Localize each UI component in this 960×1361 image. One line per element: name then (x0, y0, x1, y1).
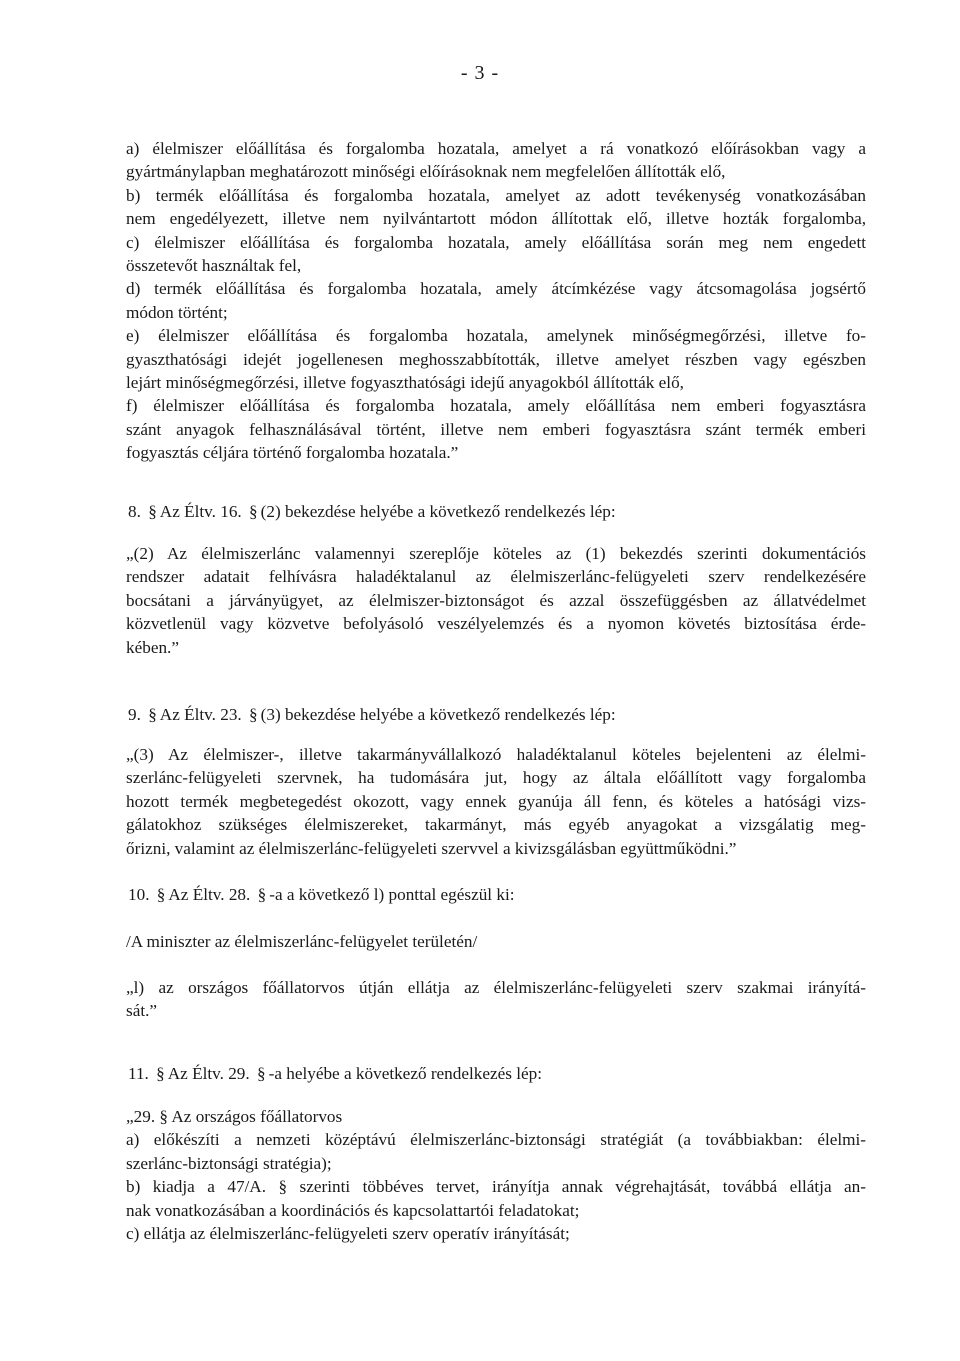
text-line: /A miniszter az élelmiszerlánc-felügyelet területén/ (126, 932, 478, 951)
text-line: gyártmánylapban meghatározott minőségi előírásoknak nem megfelelően állították elő, (126, 162, 726, 182)
section-sign: § (257, 1064, 266, 1083)
text-line: „(3) Az élelmiszer-, illetve takarmányvállalkozó haladéktalanul köteles bejelenteni az élelmi- (126, 745, 866, 764)
text-line: nem engedélyezett, illetve nem nyilvántartott módon állítottak elő, illetve hozták forgalomba, (126, 209, 866, 229)
text-line: őrizni, valamint az élelmiszerlánc-felügyeleti szervvel a kivizsgálásban együttműködni.” (126, 838, 737, 858)
heading-reference: Az Éltv. 29. (167, 1064, 250, 1083)
heading-text: (3) bekezdése helyébe a következő rendelkezés lép: (260, 705, 616, 724)
section-sign: § (249, 705, 258, 724)
text-line: e) élelmiszer előállítása és forgalomba hozatala, amelynek minőségmegőrzési, illetve fo- (126, 326, 866, 346)
text-line: „(2) Az élelmiszerlánc valamennyi szereplője köteles az (1) bekezdés szerinti dokumentációs (126, 544, 866, 563)
section-sign: § (156, 1064, 165, 1083)
text-line: nak vonatkozásában a koordinációs és kapcsolattartói feladatokat; (126, 1200, 580, 1220)
text-line: módon történt; (126, 302, 228, 322)
text-line: a) előkészíti a nemzeti középtávú élelmiszerlánc-biztonsági stratégiát (a továbbiakban: élelmi- (126, 1130, 866, 1150)
text-line: lejárt minőségmegőrzési, illetve fogyaszthatósági idejű anyagokból állították elő, (126, 373, 684, 393)
paragraph-9 (126, 743, 866, 860)
paragraph-8 (126, 542, 866, 659)
heading-number: 8. (128, 502, 141, 521)
text-line: kében.” (126, 637, 179, 657)
text-line: b) kiadja a 47/A. § szerinti többéves tervet, irányítja annak végrehajtását, továbbá ellátja an- (126, 1177, 866, 1197)
heading-text: (2) bekezdése helyébe a következő rendelkezés lép: (260, 502, 616, 521)
text-line: „l) az országos főállatorvos útján ellátja az élelmiszerlánc-felügyeleti szerv szakmai irányítá- (126, 978, 866, 997)
heading-reference: Az Éltv. 16. (159, 502, 242, 521)
section-heading-10 (128, 883, 515, 906)
paragraph-11 (126, 1105, 866, 1245)
text-line: szánt anyagok felhasználásával történt, illetve nem emberi fogyasztásra szánt termék emberi (126, 419, 866, 439)
text-line: f) élelmiszer előállítása és forgalomba hozatala, amely előállítása nem emberi fogyasztásra (126, 396, 866, 416)
heading-number: 11. (128, 1064, 149, 1083)
heading-number: 10. (128, 885, 150, 904)
text-line: d) termék előállítása és forgalomba hozatala, amely átcímkézése vagy átcsomagolása jogsértő (126, 279, 866, 299)
text-line: gálatokhoz szükséges élelmiszereket, takarmányt, más egyéb anyagokat a vizsgálatig meg- (126, 815, 866, 835)
section-sign: § (148, 705, 157, 724)
section-sign: § (257, 885, 267, 904)
text-line: összetevőt használtak fel, (126, 256, 302, 276)
section-sign: § (148, 502, 157, 521)
text-line: közvetlenül vagy közvetve befolyásoló veszélyelemzés és a nyomon követés biztosítása érde- (126, 614, 866, 634)
paragraph-10 (126, 976, 866, 1023)
text-line: a) élelmiszer előállítása és forgalomba hozatala, amelyet a rá vonatkozó előírásokban vagy a (126, 139, 866, 158)
section-heading-8 (128, 500, 616, 523)
text-line: gyaszthatósági idejét jogellenesen meghosszabbították, illetve amelyet részben vagy egészben (126, 349, 866, 369)
section-sign: § (156, 885, 166, 904)
page-number: - 3 - (460, 62, 500, 84)
text-line: b) termék előállítása és forgalomba hozatala, amelyet az adott tevékenység vonatkozásában (126, 185, 866, 205)
text-line: „29. § Az országos főállatorvos (126, 1107, 343, 1126)
section-heading-9 (128, 703, 616, 726)
text-line: bocsátani a járványügyet, az élelmiszer-biztonságot és azzal összefüggésben az állatvédelmet (126, 590, 866, 610)
section-heading-11 (128, 1062, 542, 1085)
heading-reference: Az Éltv. 23. (159, 705, 242, 724)
text-line: c) élelmiszer előállítása és forgalomba hozatala, amely előállítása során meg nem engedett (126, 232, 866, 252)
heading-text: -a helyébe a következő rendelkezés lép: (268, 1064, 543, 1083)
text-line: sát.” (126, 1001, 158, 1021)
section-sign: § (249, 502, 258, 521)
text-line: rendszer adatait felhívásra haladéktalanul az élelmiszerlánc-felügyeleti szerv rendelkezésére (126, 567, 866, 587)
paragraph-10-intro (126, 930, 866, 953)
heading-reference: Az Éltv. 28. (168, 885, 251, 904)
paragraph-list-a-f (126, 137, 866, 465)
heading-number: 9. (128, 705, 141, 724)
heading-text: -a a következő l) ponttal egészül ki: (269, 885, 515, 904)
text-line: hozott termék megbetegedést okozott, vagy ennek gyanúja áll fenn, és köteles a hatósági vizs- (126, 791, 866, 811)
text-line: szerlánc-biztonsági stratégia); (126, 1153, 332, 1173)
text-line: szerlánc-felügyeleti szervnek, ha tudomására jut, hogy az általa előállított vagy forgalomba (126, 768, 866, 788)
text-line: fogyasztás céljára történő forgalomba hozatala.” (126, 443, 459, 463)
text-line: c) ellátja az élelmiszerlánc-felügyeleti szerv operatív irányítását; (126, 1224, 570, 1244)
